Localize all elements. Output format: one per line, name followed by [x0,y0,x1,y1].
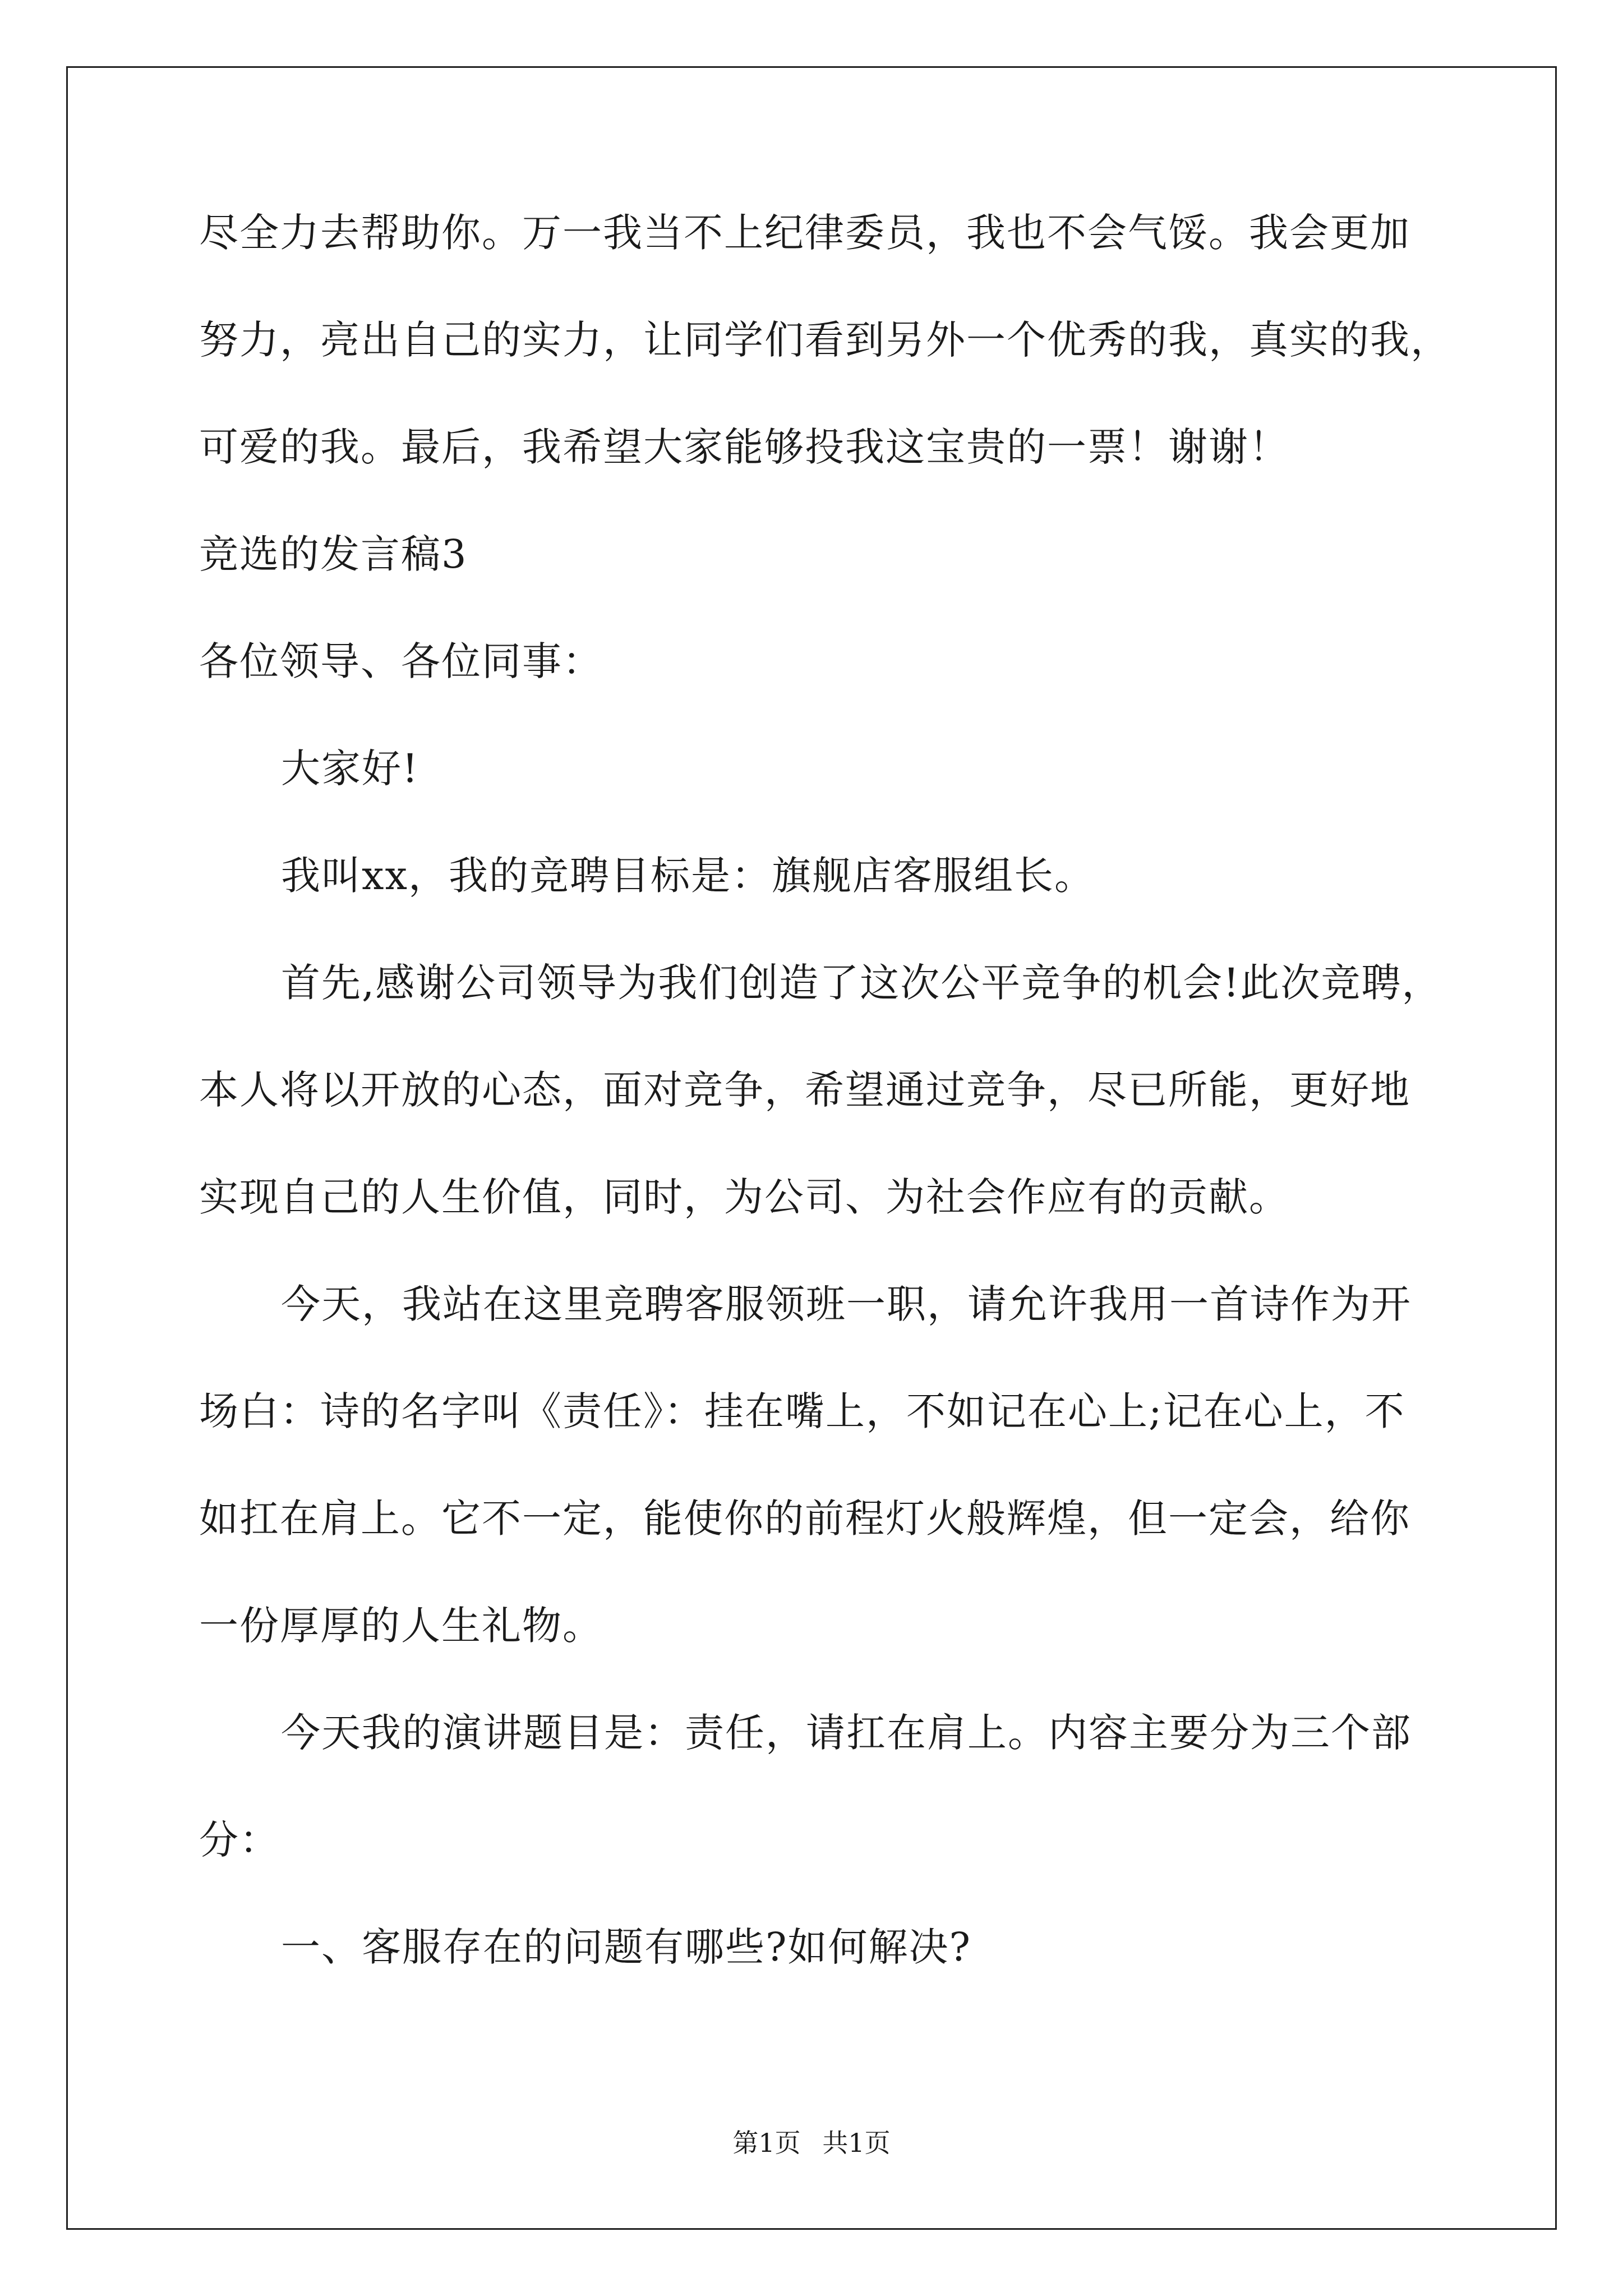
paragraph-line: 分： [199,1817,280,1863]
section-heading: 竞选的发言稿3 [199,531,468,577]
document-body [199,210,1451,2035]
paragraph-line: 可爱的我。最后，我希望大家能够投我这宝贵的一票！谢谢！ [199,424,1289,470]
page-number: 第1页 [732,2128,801,2158]
paragraph-line: 一份厚厚的人生礼物。 [199,1603,603,1649]
page-footer [0,2129,1623,2157]
paragraph-line: 场白：诗的名字叫《责任》：挂在嘴上，不如记在心上;记在心上，不 [199,1388,1405,1434]
greeting: 大家好! [281,746,419,792]
page-total: 共1页 [822,2128,891,2158]
paragraph-line: 今天，我站在这里竞聘客服领班一职，请允许我用一首诗作为开 [281,1281,1412,1327]
paragraph-line: 今天我的演讲题目是：责任，请扛在肩上。内容主要分为三个部 [281,1710,1412,1756]
paragraph-line: 首先,感谢公司领导为我们创造了这次公平竞争的机会!此次竞聘， [281,960,1442,1006]
paragraph-line: 尽全力去帮助你。万一我当不上纪律委员，我也不会气馁。我会更加 [199,210,1410,256]
paragraph-line: 实现自己的人生价值，同时，为公司、为社会作应有的贡献。 [199,1174,1289,1220]
paragraph-line: 我叫xx，我的竞聘目标是：旗舰店客服组长。 [281,853,1095,899]
paragraph-line: 努力，亮出自己的实力，让同学们看到另外一个优秀的我，真实的我， [199,317,1451,363]
paragraph-line: 如扛在肩上。它不一定，能使你的前程灯火般辉煌，但一定会，给你 [199,1496,1410,1542]
salutation: 各位领导、各位同事： [199,638,603,684]
paragraph-line: 本人将以开放的心态，面对竞争，希望通过竞争，尽已所能，更好地 [199,1067,1410,1113]
list-item: 一、客服存在的问题有哪些?如何解决? [281,1924,972,1970]
